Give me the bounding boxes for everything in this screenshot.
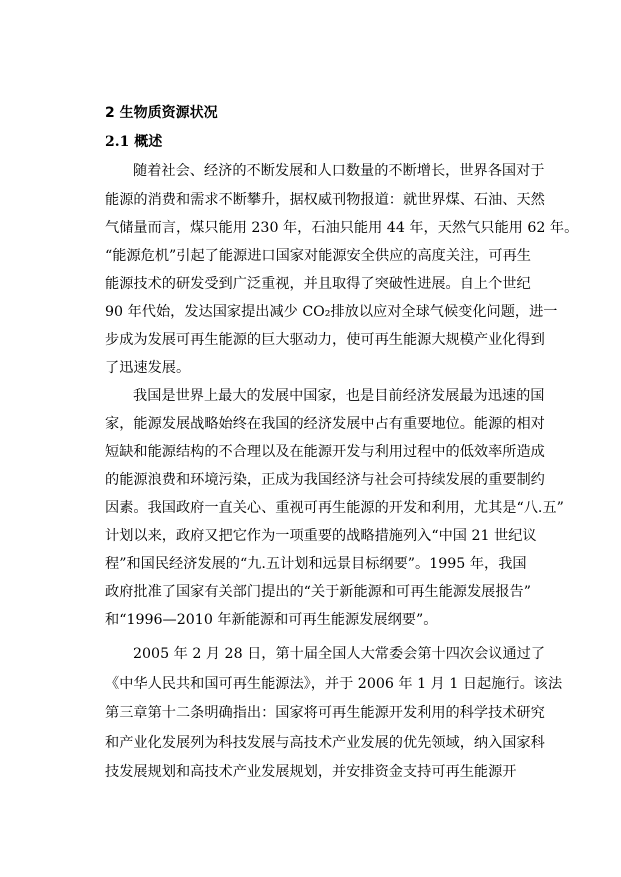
paragraph-line: 短缺和能源结构的不合理以及在能源开发与利用过程中的低效率所造成 [105, 444, 545, 460]
paragraph-line: 因素。我国政府一直关心、重视可再生能源的开发和利用，尤其是“八.五” [105, 500, 564, 516]
paragraph-line: 90 年代始，发达国家提出减少 CO₂排放以应对全球气候变化问题，进一 [105, 304, 558, 320]
paragraph-line: 能源技术的研发受到广泛重视，并且取得了突破性进展。自上个世纪 [105, 276, 531, 292]
subsection-title: 2.1 概述 [105, 134, 163, 150]
paragraph-line: 家，能源发展战略始终在我国的经济发展中占有重要地位。能源的相对 [105, 416, 545, 432]
paragraph-line: 2005 年 2 月 28 日，第十届全国人大常委会第十四次会议通过了 [133, 646, 546, 662]
paragraph-line: 能源的消费和需求不断攀升，据权威刊物报道：就世界煤、石油、天然 [105, 192, 545, 208]
paragraph-line: 《中华人民共和国可再生能源法》，并于 2006 年 1 月 1 日起施行。该法 [105, 676, 563, 692]
paragraph-line: 程”和国民经济发展的“九.五计划和远景目标纲要”。1995 年，我国 [105, 556, 527, 572]
paragraph-line: 和“1996—2010 年新能源和可再生能源发展纲要”。 [105, 612, 438, 628]
section-title: 2 生物质资源状况 [105, 105, 218, 121]
paragraph-line: 计划以来，政府又把它作为一项重要的战略措施列入“中国 21 世纪议 [105, 528, 537, 544]
paragraph-line: 了迅速发展。 [105, 360, 191, 376]
paragraph-line: 我国是世界上最大的发展中国家，也是目前经济发展最为迅速的国 [133, 388, 545, 404]
paragraph-line: 技发展规划和高技术产业发展规划，并安排资金支持可再生能源开 [105, 764, 517, 780]
paragraph-line: 的能源浪费和环境污染，正成为我国经济与社会可持续发展的重要制约 [105, 472, 545, 488]
paragraph-line: 步成为发展可再生能源的巨大驱动力，使可再生能源大规模产业化得到 [105, 332, 545, 348]
paragraph-line: 气储量而言，煤只能用 230 年，石油只能用 44 年，天然气只能用 62 年。 [105, 220, 579, 236]
paragraph-line: “能源危机”引起了能源进口国家对能源安全供应的高度关注，可再生 [105, 248, 531, 264]
paragraph-line: 政府批准了国家有关部门提出的“关于新能源和可再生能源发展报告” [105, 584, 531, 600]
paragraph-line: 第三章第十二条明确指出：国家将可再生能源开发利用的科学技术研究 [105, 705, 545, 721]
paragraph-line: 随着社会、经济的不断发展和人口数量的不断增长，世界各国对于 [133, 163, 545, 179]
paragraph-line: 和产业化发展列为科技发展与高技术产业发展的优先领域，纳入国家科 [105, 735, 545, 751]
